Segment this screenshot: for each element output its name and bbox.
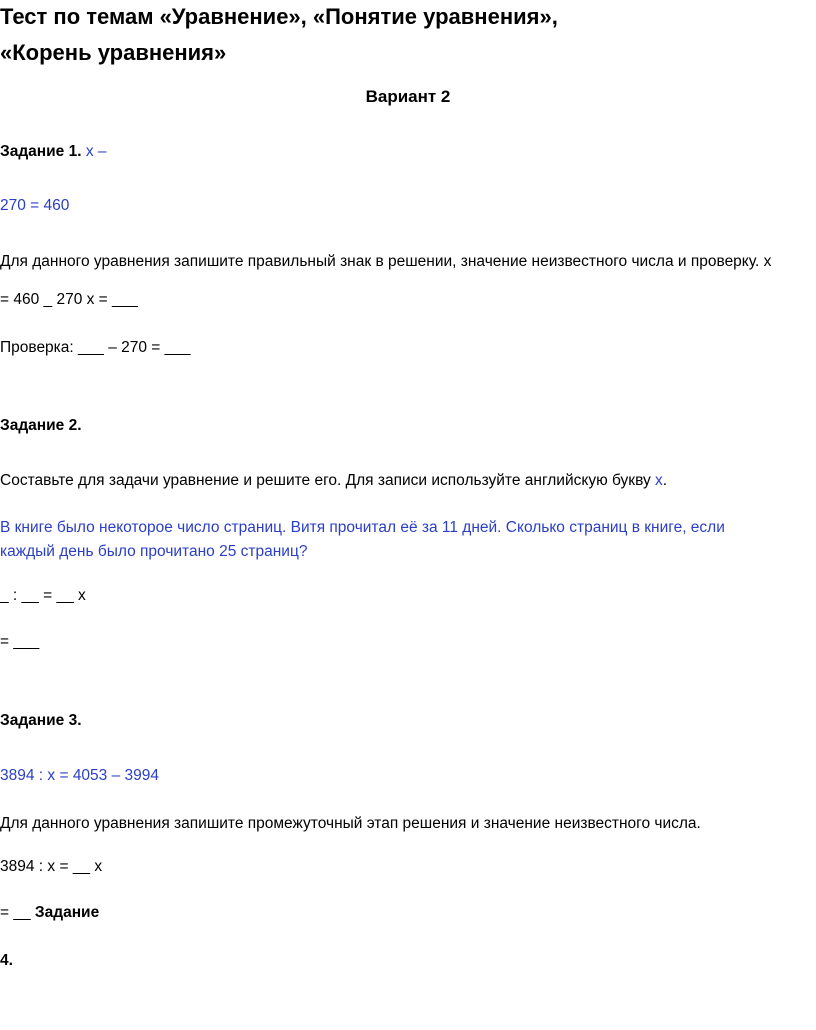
task2-line2: = ___ xyxy=(0,633,40,650)
task2-problem: В книге было некоторое число страниц. Витя прочитал её за 11 дней. Сколько страниц в книге, если каждый день было прочитано 25 страниц? xyxy=(0,519,725,560)
task2-line1: _ : __ = __ x xyxy=(0,587,86,604)
task3-equation: 3894 : x = 4053 – 3994 xyxy=(0,767,160,784)
task3-line1: 3894 : x = __ x xyxy=(0,858,103,875)
task3-line2 xyxy=(0,903,99,923)
task2-instruction-text: Составьте для задачи уравнение и решите его. Для записи используйте английскую букву xyxy=(0,472,656,489)
document-title-line-1: Тест по темам «Уравнение», «Понятие уравнения», xyxy=(0,4,558,29)
task3-instruction: Для данного уравнения запишите промежуточный этап решения и значение неизвестного числа. xyxy=(0,815,701,832)
task1-equation-part1: x – xyxy=(85,143,107,160)
task3-line2-start: = __ xyxy=(0,904,35,921)
task2-instruction-var: x xyxy=(655,472,663,489)
variant-heading: Вариант 2 xyxy=(365,87,451,106)
task3-label: Задание 3. xyxy=(0,712,82,729)
task1-check-line: Проверка: ___ – 270 = ___ xyxy=(0,339,191,356)
task4-label-start: Задание xyxy=(34,904,100,921)
task1-label: Задание 1. xyxy=(0,143,82,160)
task1-solution-line: = 460 _ 270 x = ___ xyxy=(0,291,138,308)
task2-instruction-end: . xyxy=(662,472,668,489)
task1-instruction: Для данного уравнения запишите правильный знак в решении, значение неизвестного числа и проверку. x xyxy=(0,253,772,270)
task2-label: Задание 2. xyxy=(0,417,82,434)
task4-label: 4. xyxy=(0,952,13,969)
task1-heading xyxy=(0,142,107,162)
task1-equation-part2: 270 = 460 xyxy=(0,197,70,214)
document-title-line-2: «Корень уравнения» xyxy=(0,40,227,65)
task2-instruction xyxy=(0,471,667,491)
